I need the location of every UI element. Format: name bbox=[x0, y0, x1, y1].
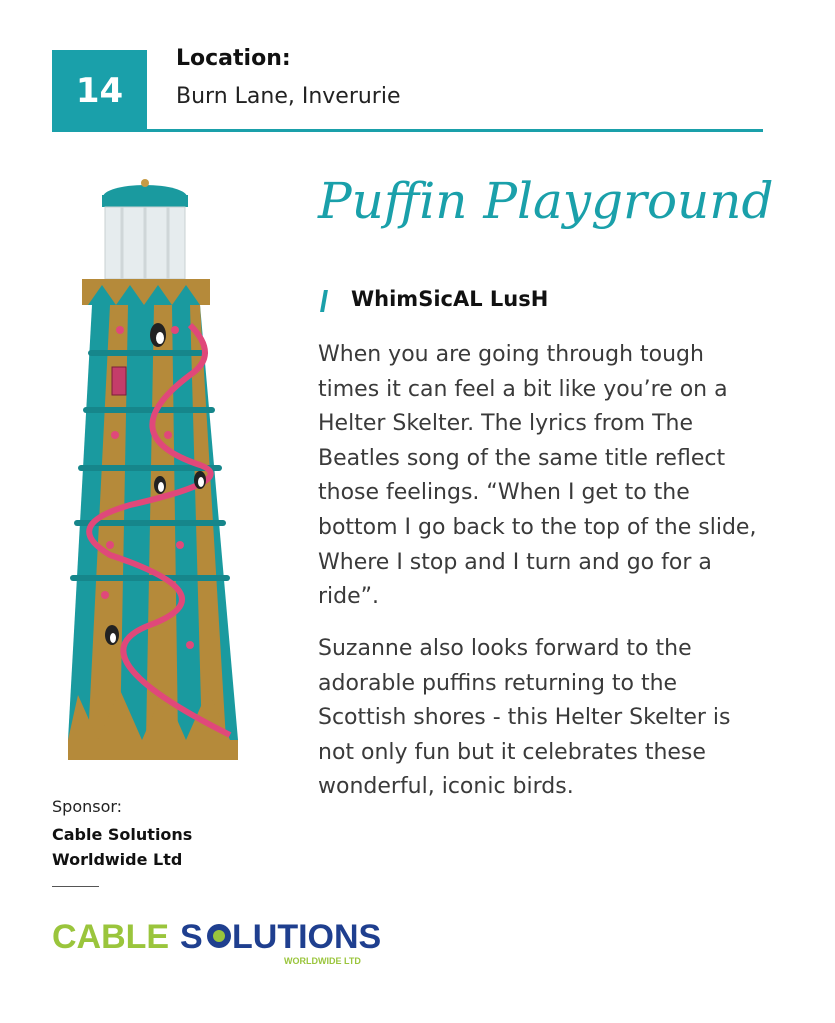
location-label: Location: bbox=[176, 46, 291, 71]
artist-name: WhimSicAL LusH bbox=[351, 287, 549, 311]
helter-skelter-sculpture-image bbox=[50, 175, 255, 760]
artist-accent-bar bbox=[320, 290, 328, 312]
sponsor-divider bbox=[52, 886, 99, 887]
description-paragraph-2: Suzanne also looks forward to the adorable puffins returning to the Scottish shores - this Helter Skelter is not only fun but it celebrates these wonderful, iconic birds. bbox=[318, 636, 731, 800]
location-number-badge: 14 bbox=[52, 50, 147, 132]
description-paragraph-1: When you are going through tough times it can feel a bit like you’re on a Helter Skelter. The lyrics from The Beatles song of the same title reflect those feelings. “When I get to the bottom I go back to the top of the slide, Where I stop and I turn and go for a ride”. bbox=[318, 342, 757, 610]
header-divider bbox=[52, 129, 763, 132]
logo-word-cable: CABLE bbox=[52, 918, 170, 956]
sponsor-name: Cable Solutions Worldwide Ltd bbox=[52, 825, 193, 869]
sponsor-logo bbox=[52, 912, 397, 972]
artwork-title: Puffin Playground bbox=[318, 172, 774, 230]
sponsor-label: Sponsor: bbox=[52, 797, 123, 816]
location-value: Burn Lane, Inverurie bbox=[176, 84, 401, 109]
logo-tagline: WORLDWIDE LTD bbox=[284, 956, 361, 966]
logo-letter-s: S bbox=[180, 918, 203, 956]
logo-word-lutions: LUTIONS bbox=[232, 918, 382, 956]
